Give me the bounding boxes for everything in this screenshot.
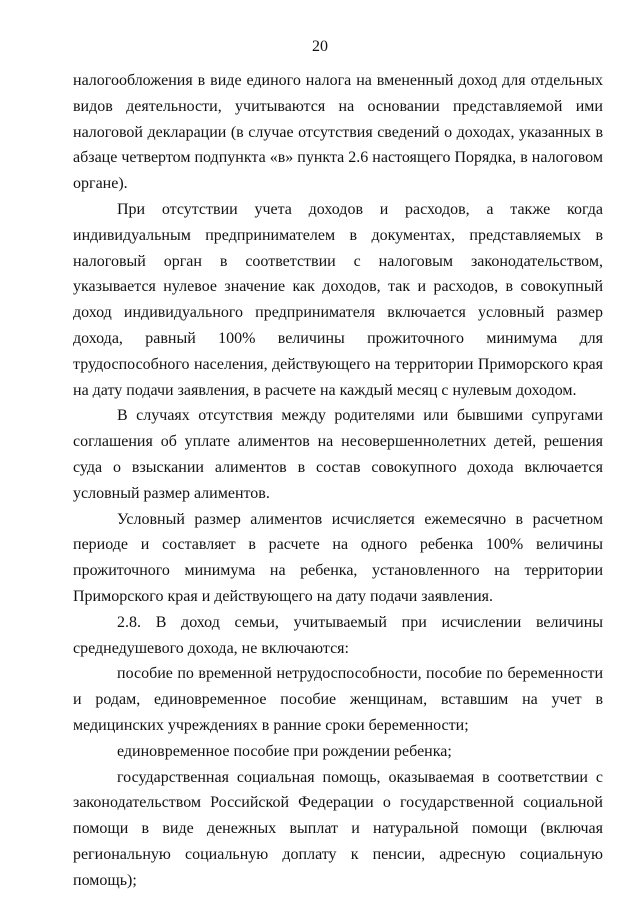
- page-number: 20: [312, 38, 328, 55]
- paragraph-conditional-alimony: Условный размер алиментов исчисляется ежемесячно в расчетном периоде и составляет в расчете на одного ребенка 100% величины прожиточного минимума на ребенка, установленного на территории Приморского края и действующего на дату подачи заявления.: [73, 510, 603, 605]
- list-item-state-social-assistance: государственная социальная помощь, оказываемая в соответствии с законодательством Российской Федерации о государственной социальной помощи в виде денежных выплат и натуральной помощи (включая региональную социальную доплату к пенсии, адресную социальную помощь);: [73, 768, 603, 889]
- paragraph-no-income-accounting: При отсутствии учета доходов и расходов, а также когда индивидуальным предпринимателем в документах, представляемых в налоговый орган в соответствии с налоговым законодательством, указывается нулевое значение как доходов, так и расходов, в совокупный доход индивидуального предпринимателя включается условный размер дохода, равный 100% величины прожиточного минимума для трудоспособного населения, действующего на территории Приморского края на дату подачи заявления, в расчете на каждый месяц с нулевым доходом.: [73, 200, 603, 399]
- paragraph-tax-declaration: налогообложения в виде единого налога на вмененный доход для отдельных видов деятельности, учитываются на основании представляемой ими налоговой декларации (в случае отсутствия сведений о доходах, указанных в абзаце четвертом подпункта «в» пункта 2.6 настоящего Порядка, в налоговом органе).: [73, 72, 603, 193]
- list-item-childbirth-benefit: единовременное пособие при рождении ребенка;: [117, 742, 452, 760]
- list-item-temporary-disability-benefit: пособие по временной нетрудоспособности, пособие по беременности и родам, единовременное пособие женщинам, вставшим на учет в медицинских учреждениях в ранние сроки беременности;: [73, 665, 603, 734]
- paragraph-alimony-absence: В случаях отсутствия между родителями или бывшими супругами соглашения об уплате алиментов на несовершеннолетних детей, решения суда о взыскании алиментов в состав совокупного дохода включается условный размер алиментов.: [73, 407, 603, 502]
- document-body: [73, 68, 603, 894]
- paragraph-section-2-8: 2.8. В доход семьи, учитываемый при исчислении величины среднедушевого дохода, не включаются:: [73, 613, 603, 657]
